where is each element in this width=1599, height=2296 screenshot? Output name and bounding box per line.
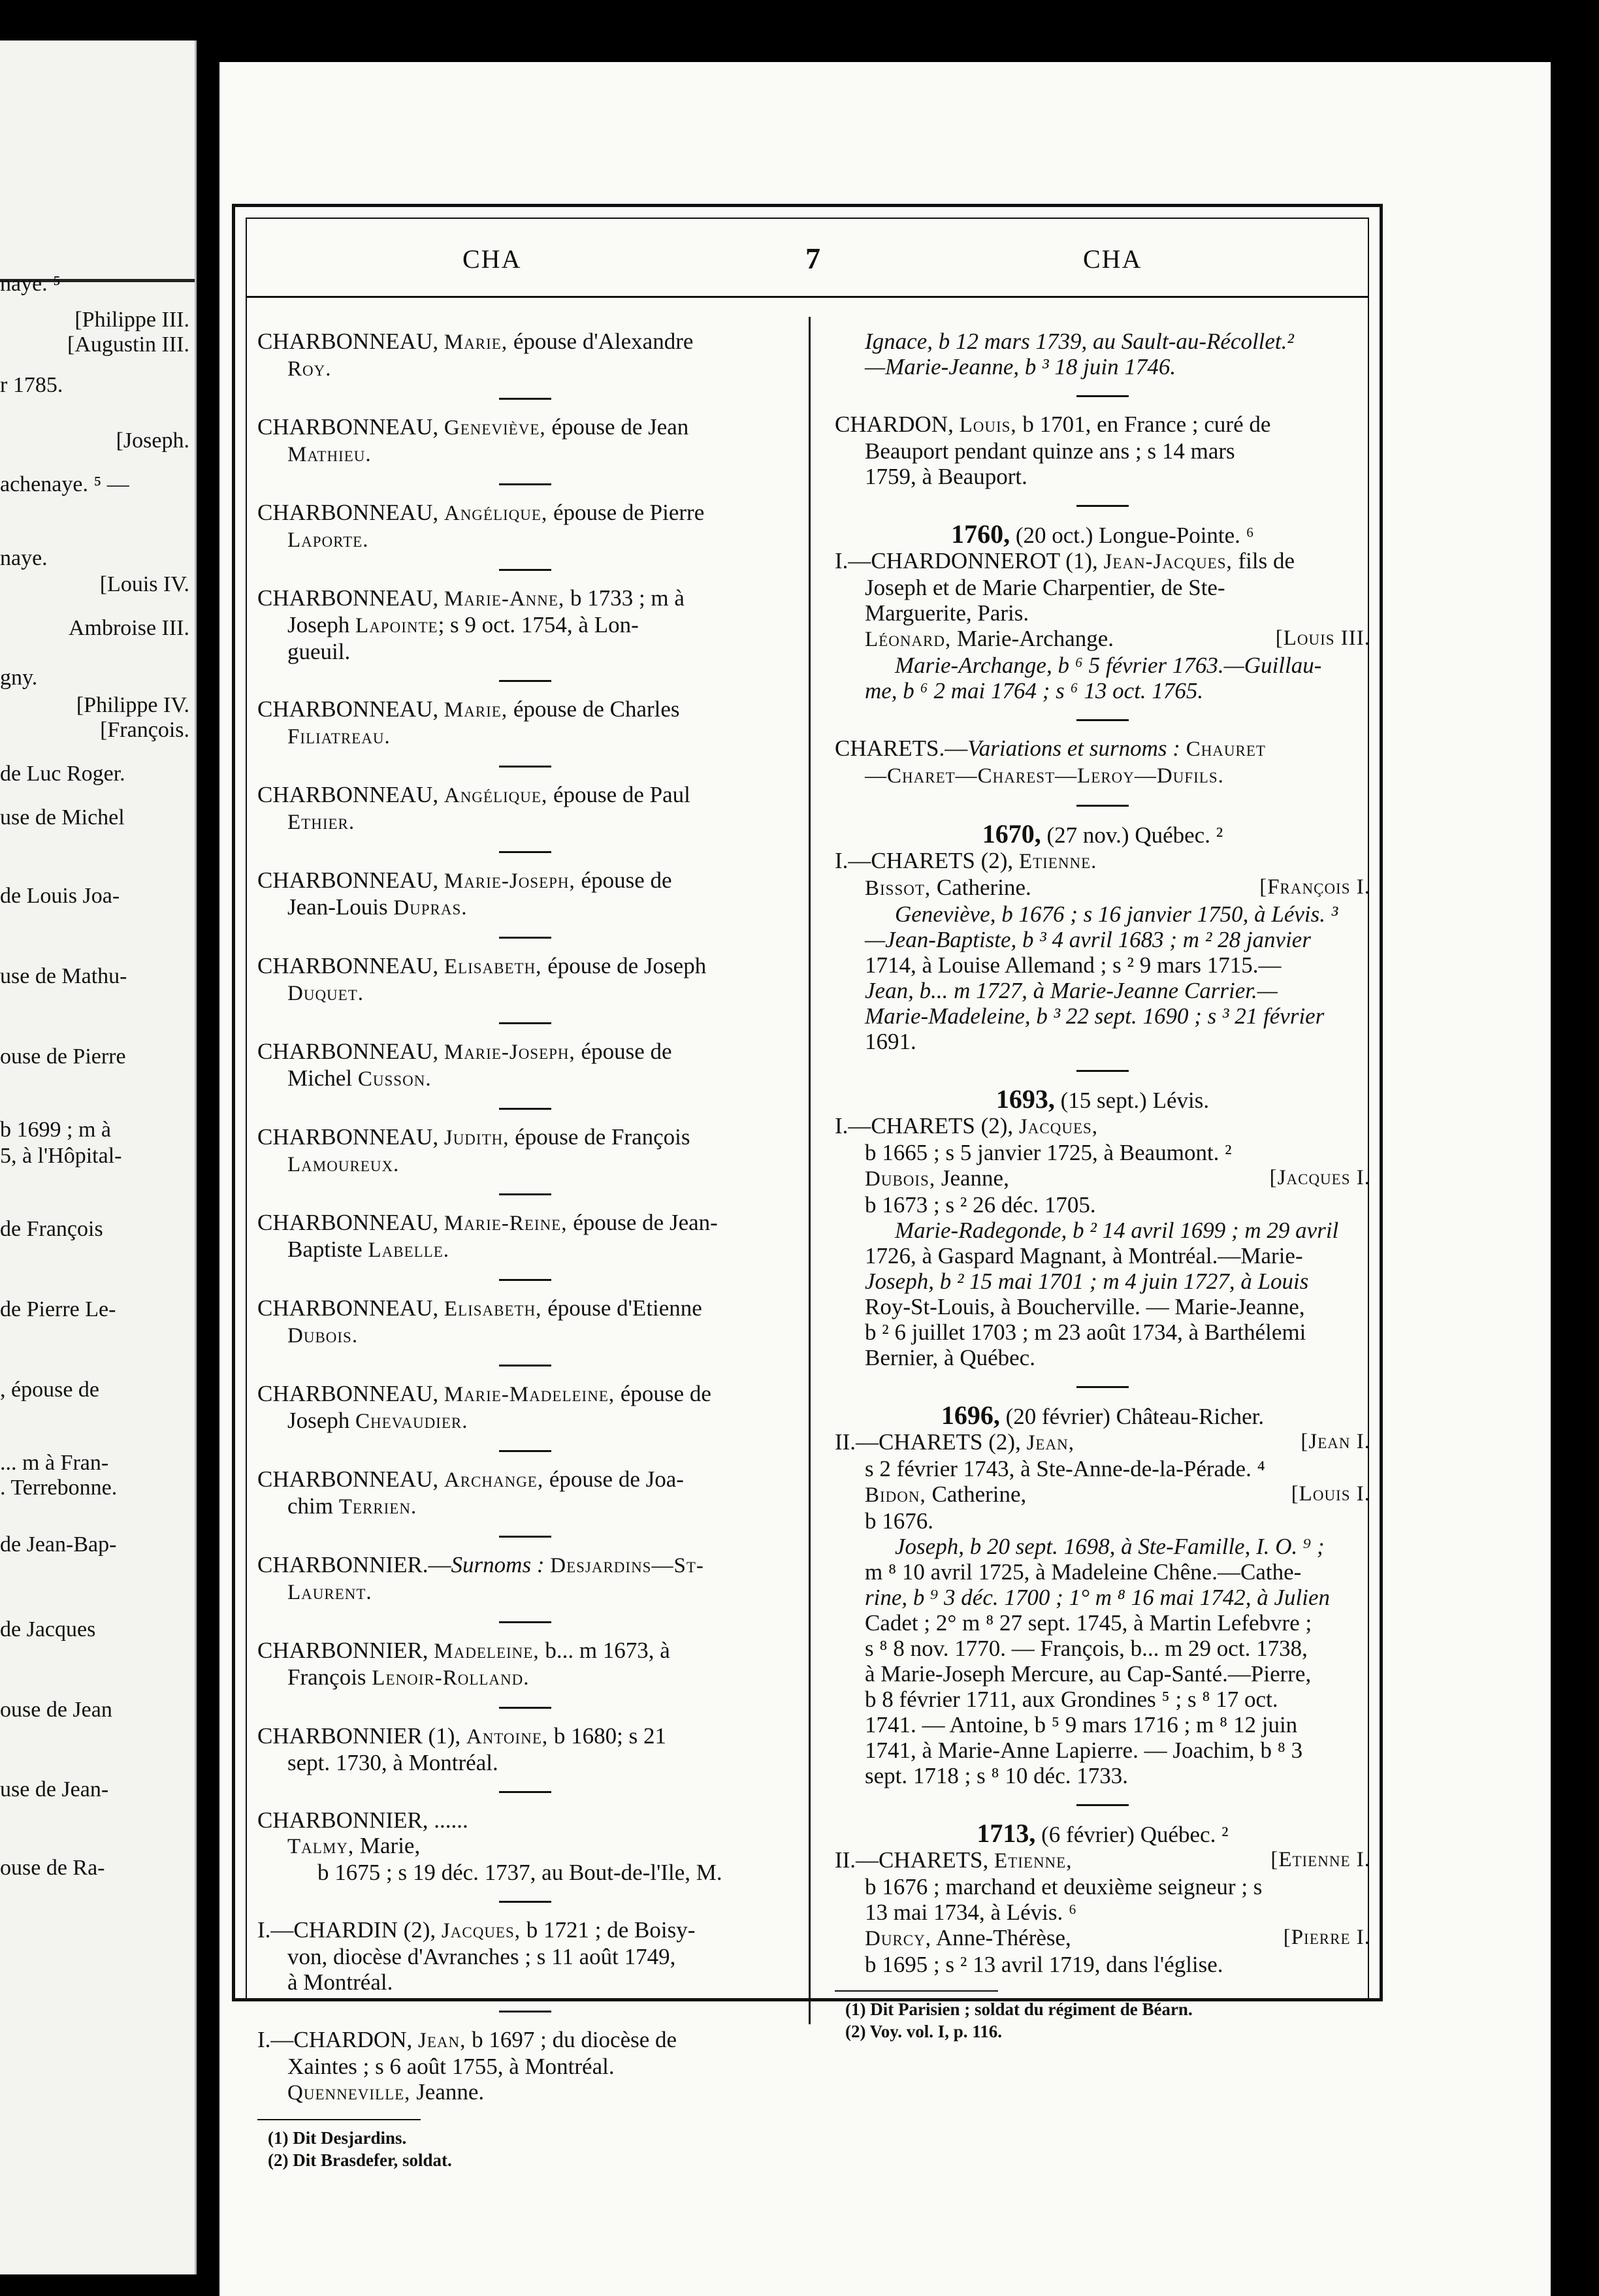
spouse-line-bidon: Bidon, Catherine, [Louis I. [865,1481,1370,1507]
footnote-rule [257,2119,421,2120]
footnote-rule [835,1990,998,1992]
left-page-line: 5, à l'Hôpital- [0,1144,122,1168]
spouse-line-talmy: Talmy, Marie, [287,1833,421,1858]
children-charets-jean: Joseph, b 20 sept. 1698, à Ste-Famille, I. O. ⁹ ; m ⁸ 10 avril 1725, à Madeleine Chêne.—Cathe- rine, b ⁹ 3 déc. 1700 ; 1° m ⁸ 16 mai 1742, à Julien Cadet ; 2° m ⁸ 27 sept. 1745, à Martin Lefebvre ; s ⁸ 8 nov. 1770. — François, b... m 29 oct. 1738, à Marie-Joseph Mercure, au Cap-Santé.—Pierre, b 8 février 1711, aux Grondines ⁵ ; s ⁸ 17 oct. 1741. — Antoine, b ⁵ 9 mars 1716 ; m ⁸ 12 juin 1741, à Marie-Anne Lapierre. — Joachim, b ⁸ 3 sept. 1718 ; s ⁸ 10 déc. 1733. [865,1534,1330,1788]
left-page-line: , épouse de [0,1378,100,1402]
entry-separator [499,1791,551,1793]
running-head-right: CHA [1083,244,1142,274]
spouse-detail-durcy: b 1695 ; s ² 13 avril 1719, dans l'église. [865,1952,1223,1977]
left-page-line: [Louis IV. [99,572,189,596]
entry-separator [499,937,551,939]
page-frame-inner [246,218,1370,2170]
entry-charbonneau-marie-reine: CHARBONNEAU, Marie-Reine, épouse de Jean- Baptiste Labelle. [257,1210,718,1262]
year-heading-1760: 1760, (20 oct.) Longue-Pointe. ⁶ [951,519,1254,549]
entry-separator [499,398,551,400]
entry-separator [1076,719,1129,721]
entry-charbonneau-marie: CHARBONNEAU, Marie, épouse d'Alexandre Roy. [257,329,694,381]
left-page-line: ouse de Pierre [0,1044,126,1069]
left-page-line: [Joseph. [116,428,189,453]
entry-charbonneau-judith: CHARBONNEAU, Judith, épouse de François Lamoureux. [257,1124,690,1176]
left-page-line: Ambroise III. [68,616,189,640]
spouse-line-leonard: Léonard, Marie-Archange. [Louis III. [865,626,1370,651]
left-page-line: ouse de Ra- [0,1856,105,1880]
left-page-line: de Louis Joa- [0,884,120,908]
entry-charets-variations: CHARETS.—Variations et surnoms : Chauret —Charet—Charest—Leroy—Dufils. [835,736,1266,788]
entry-charbonneau-marie-2: CHARBONNEAU, Marie, épouse de Charles Filiatreau. [257,696,680,749]
left-page-line: naye. [0,546,48,570]
left-page-line: use de Michel [0,805,125,830]
left-page-line: use de Mathu- [0,964,127,988]
entry-charbonneau-marie-joseph: CHARBONNEAU, Marie-Joseph, épouse de Jean-Louis Dupras. [257,867,672,920]
left-page-line: [Philippe IV. [76,693,189,717]
entry-separator [1076,805,1129,807]
entry-charbonneau-elisabeth-2: CHARBONNEAU, Elisabeth, épouse d'Etienne Dubois. [257,1295,702,1348]
left-page-line: naye. ⁵ [0,272,61,296]
entry-separator [499,680,551,682]
page-number: 7 [805,242,822,275]
entry-chardon-louis: CHARDON, Louis, b 1701, en France ; curé de Beauport pendant quinze ans ; s 14 mars 1759, à Beauport. [835,412,1271,489]
entry-charbonneau-marie-joseph-2: CHARBONNEAU, Marie-Joseph, épouse de Michel Cusson. [257,1039,672,1091]
children-charets-jacques: Marie-Radegonde, b ² 14 avril 1699 ; m 29 avril 1726, à Gaspard Magnant, à Montréal.—Marie- Joseph, b ² 15 mai 1701 ; m 4 juin 1727, à Louis Roy-St-Louis, à Boucherville. — Marie-Jeanne, b ² 6 juillet 1703 ; m 23 août 1734, à Barthélemi Bernier, à Québec. [865,1218,1339,1370]
entry-charbonnier-unnamed: CHARBONNIER, ...... [257,1807,468,1833]
entry-charbonneau-angelique-2: CHARBONNEAU, Angélique, épouse de Paul Ethier. [257,782,690,834]
left-page-line: . Terrebonne. [0,1476,118,1500]
continuation-line-2: —Marie-Jeanne, b ³ 18 juin 1746. [865,354,1176,380]
entry-separator [499,483,551,485]
left-page-line: ouse de Jean [0,1698,112,1722]
entry-separator [499,1901,551,1903]
entry-separator [499,1279,551,1281]
entry-separator [499,1450,551,1452]
footnote-1: (1) Dit Parisien ; soldat du régiment de Béarn. [845,1999,1193,2019]
entry-separator [1076,1386,1129,1388]
header-rule [247,296,1368,298]
entry-separator [1076,505,1129,507]
entry-separator [499,1108,551,1110]
footnote-1: (1) Dit Desjardins. [268,2128,407,2148]
year-heading-1670: 1670, (27 nov.) Québec. ² [982,819,1223,849]
entry-charets-etienne: I.—CHARETS (2), Etienne. [835,848,1097,873]
entry-separator [499,1365,551,1366]
entry-separator [499,2011,551,2013]
left-page-line: achenaye. ⁵ — [0,472,129,496]
spouse-detail-bidon: b 1676. [865,1508,933,1534]
entry-charets-jean: II.—CHARETS (2), Jean, [Jean I. s 2 février 1743, à Ste-Anne-de-la-Pérade. ⁴ [835,1429,1370,1481]
left-page-line: ... m à Fran- [0,1451,109,1475]
entry-separator [499,851,551,853]
entry-chardon-jean: I.—CHARDON, Jean, b 1697 ; du diocèse de Xaintes ; s 6 août 1755, à Montréal. [257,2027,677,2079]
year-heading-1696: 1696, (20 février) Château-Richer. [941,1400,1265,1430]
left-page-line: de Luc Roger. [0,762,125,786]
entry-separator [499,1707,551,1709]
entry-separator [1076,395,1129,397]
entry-charbonneau-genevieve: CHARBONNEAU, Geneviève, épouse de Jean Mathieu. [257,414,689,466]
year-heading-1713: 1713, (6 février) Québec. ² [977,1819,1229,1848]
spouse-detail-dubois: b 1673 ; s ² 26 déc. 1705. [865,1192,1096,1218]
entry-separator [499,1022,551,1024]
year-heading-1693: 1693, (15 sept.) Lévis. [995,1084,1210,1114]
left-page-line: gny. [0,666,38,690]
entry-separator [499,1536,551,1538]
children-chardonnerot: Marie-Archange, b ⁶ 5 février 1763.—Guillau- me, b ⁶ 2 mai 1764 ; s ⁶ 13 oct. 1765. [865,653,1322,703]
entry-charbonneau-elisabeth: CHARBONNEAU, Elisabeth, épouse de Joseph Duquet. [257,953,707,1005]
entry-separator [1076,1070,1129,1072]
left-page-line: b 1699 ; m à [0,1118,111,1142]
left-page-line: de Jean-Bap- [0,1532,117,1557]
entry-charbonneau-angelique: CHARBONNEAU, Angélique, épouse de Pierre Laporte. [257,500,705,552]
footnote-2: (2) Voy. vol. I, p. 116. [845,2022,1003,2041]
entry-charbonnier-madeleine: CHARBONNIER, Madeleine, b... m 1673, à François Lenoir-Rolland. [257,1638,670,1690]
page-frame [232,204,1383,2170]
entry-charbonnier-surnoms: CHARBONNIER.—Surnoms : Desjardins—St- Laurent. [257,1552,704,1604]
footnote-2: (2) Dit Brasdefer, soldat. [268,2150,452,2170]
left-page-edge [0,40,197,2274]
entry-separator [499,766,551,768]
left-page-line: r 1785. [0,373,63,397]
left-page-line: de François [0,1217,103,1241]
entry-charets-jacques: I.—CHARETS (2), Jacques, b 1665 ; s 5 janvier 1725, à Beaumont. ² [835,1113,1232,1165]
running-head-left: CHA [462,244,522,274]
entry-charbonneau-marie-madeleine: CHARBONNEAU, Marie-Madeleine, épouse de Joseph Chevaudier. [257,1381,711,1433]
entry-charbonneau-archange: CHARBONNEAU, Archange, épouse de Joa- chim Terrien. [257,1466,684,1519]
entry-charbonneau-marie-anne: CHARBONNEAU, Marie-Anne, b 1733 ; m à Joseph Lapointe; s 9 oct. 1754, à Lon- gueuil. [257,585,685,664]
entry-separator [1076,1804,1129,1806]
entry-charbonnier-antoine: CHARBONNIER (1), Antoine, b 1680; s 21 sept. 1730, à Montréal. [257,1723,666,1775]
right-column [835,329,1370,2043]
entry-separator [499,1193,551,1195]
entry-charets-etienne-2: II.—CHARETS, Etienne, [Etienne I. b 1676 ; marchand et deuxième seigneur ; s 13 mai 1734, à Lévis. ⁶ [835,1847,1370,1925]
spouse-line-quenneville: Quenneville, Jeanne. [287,2079,485,2105]
left-page-line: [François. [100,718,189,742]
children-charets-etienne: Geneviève, b 1676 ; s 16 janvier 1750, à Lévis. ³ —Jean-Baptiste, b ³ 4 avril 1683 ; m ² 28 janvier 1714, à Louise Allemand ; s ² 9 mars 1715.— Jean, b... m 1727, à Marie-Jeanne Carrier.— Marie-Madeleine, b ³ 22 sept. 1690 ; s ³ 21 février 1691. [865,901,1338,1054]
left-page-line: de Pierre Le- [0,1297,116,1321]
spouse-detail-talmy: b 1675 ; s 19 déc. 1737, au Bout-de-l'Ile, M. [317,1860,722,1885]
left-page-line: use de Jean- [0,1777,109,1802]
left-page-line: [Philippe III. [74,308,189,332]
entry-chardonnerot: I.—CHARDONNEROT (1), Jean-Jacques, fils de Joseph et de Marie Charpentier, de Ste- Marguerite, Paris. [835,548,1295,626]
continuation-line-1: Ignace, b 12 mars 1739, au Sault-au-Récollet.² [865,329,1294,354]
spouse-line-dubois: Dubois, Jeanne, [Jacques I. [865,1165,1370,1191]
left-column [257,329,793,2171]
left-page-line: de Jacques [0,1617,96,1641]
entry-chardin-jacques: I.—CHARDIN (2), Jacques, b 1721 ; de Boisy- von, diocèse d'Avranches ; s 11 août 1749, à Montréal. [257,1917,696,1995]
column-divider [809,317,811,2024]
entry-separator [499,1621,551,1623]
left-page-line: [Augustin III. [67,332,189,357]
entry-separator [499,569,551,571]
spouse-line-bissot: Bissot, Catherine. [François I. [865,875,1370,900]
spouse-line-durcy: Durcy, Anne-Thérèse, [Pierre I. [865,1925,1370,1950]
